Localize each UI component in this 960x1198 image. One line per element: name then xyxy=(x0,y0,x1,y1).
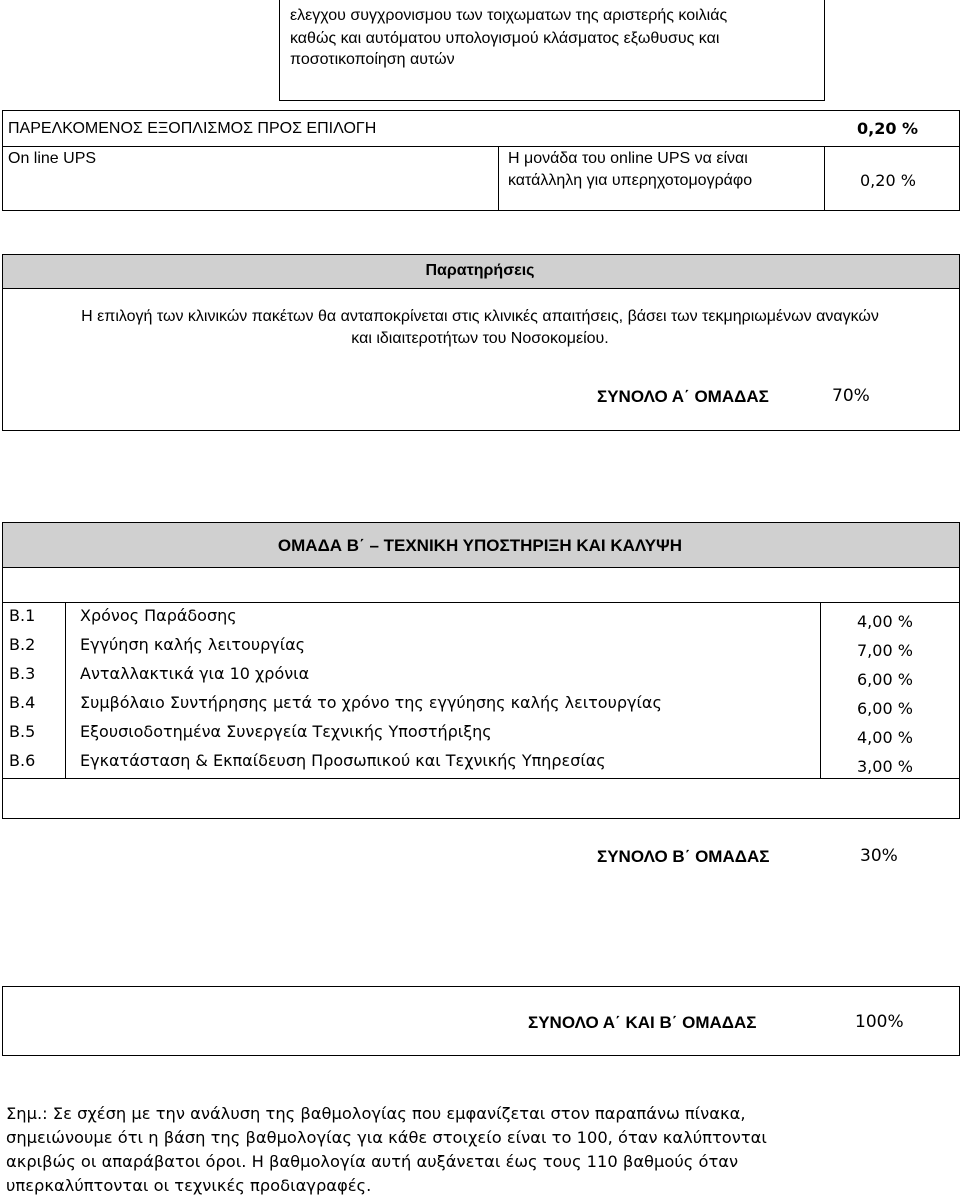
row-value: 6,00 % xyxy=(857,670,913,689)
spec-text-line-3: ποσοτικοποίηση αυτών xyxy=(290,51,455,68)
row-code: B.4 xyxy=(9,693,36,712)
remarks-line-2: και ιδιαιτεροτήτων του Νοσοκομείου. xyxy=(351,330,609,347)
remarks-line-1: Η επιλογή των κλινικών πακέτων θα ανταποκρίνεται στις κλινικές απαιτήσεις, βάσει των τεκμηριωμένων αναγκών xyxy=(81,308,879,325)
total-a-label: ΣΥΝΟΛΟ Α΄ ΟΜΑΔΑΣ xyxy=(597,387,769,406)
note-line-2: σημειώνουμε ότι η βάση της βαθμολογίας για κάθε στοιχείο είναι το 100, όταν καλύπτονται xyxy=(6,1128,767,1147)
row-label: Εξουσιοδοτημένα Συνεργεία Τεχνικής Υποστήριξης xyxy=(80,722,492,741)
group-b-header: ΟΜΑΔΑ Β΄ – ΤΕΧΝΙΚΗ ΥΠΟΣΤΗΡΙΞΗ ΚΑΙ ΚΑΛΥΨΗ xyxy=(277,536,683,555)
row-code: B.6 xyxy=(9,751,36,770)
accessories-heading-value: 0,20 % xyxy=(857,119,919,138)
accessory-item-desc-line-2: κατάλληλη για υπερηχοτομογράφο xyxy=(508,172,753,189)
row-value: 3,00 % xyxy=(857,757,913,776)
row-code: B.5 xyxy=(9,722,36,741)
spec-text-line-2: καθώς και αυτόματου υπολογισμού κλάσματος εξωθυσυς και xyxy=(290,30,720,47)
accessories-heading: ΠΑΡΕΛΚΟΜΕΝΟΣ ΕΞΟΠΛΙΣΜΟΣ ΠΡΟΣ ΕΠΙΛΟΓΗ xyxy=(8,120,377,137)
row-label: Ανταλλακτικά για 10 χρόνια xyxy=(80,664,310,683)
row-code: B.3 xyxy=(9,664,36,683)
row-value: 6,00 % xyxy=(857,699,913,718)
row-value: 4,00 % xyxy=(857,612,913,631)
accessory-item-name: On line UPS xyxy=(8,150,97,167)
row-label: Συμβόλαιο Συντήρησης μετά το χρόνο της εγγύησης καλής λειτουργίας xyxy=(80,693,662,712)
row-label: Εγκατάσταση & Εκπαίδευση Προσωπικού και Τεχνικής Υπηρεσίας xyxy=(80,751,606,770)
accessory-item-value: 0,20 % xyxy=(860,171,916,190)
row-label: Χρόνος Παράδοσης xyxy=(80,606,237,625)
remarks-title: Παρατηρήσεις xyxy=(425,262,535,279)
grand-total-value: 100% xyxy=(855,1012,904,1032)
row-value: 4,00 % xyxy=(857,728,913,747)
note-line-3: ακριβώς οι απαράβατοι όροι. Η βαθμολογία αυτή αυξάνεται έως τους 110 βαθμούς όταν xyxy=(6,1152,739,1171)
note-line-4: υπερκαλύπτονται οι τεχνικές προδιαγραφές. xyxy=(6,1176,372,1195)
row-label: Εγγύηση καλής λειτουργίας xyxy=(80,635,306,654)
total-b-value: 30% xyxy=(860,846,898,866)
row-code: B.2 xyxy=(9,635,36,654)
accessory-item-desc-line-1: Η μονάδα του online UPS να είναι xyxy=(508,150,748,167)
row-value: 7,00 % xyxy=(857,641,913,660)
total-b-label: ΣΥΝΟΛΟ Β΄ ΟΜΑΔΑΣ xyxy=(597,847,770,866)
row-code: B.1 xyxy=(9,606,36,625)
note-line-1: Σημ.: Σε σχέση με την ανάλυση της βαθμολογίας που εμφανίζεται στον παραπάνω πίνακα, xyxy=(6,1104,746,1123)
grand-total-label: ΣΥΝΟΛΟ Α΄ ΚΑΙ Β΄ ΟΜΑΔΑΣ xyxy=(528,1013,757,1032)
total-a-value: 70% xyxy=(832,386,870,406)
spec-text-line-1: ελεγχου συγχρονισμου των τοιχωματων της αριστερής κοιλιάς xyxy=(290,7,728,24)
